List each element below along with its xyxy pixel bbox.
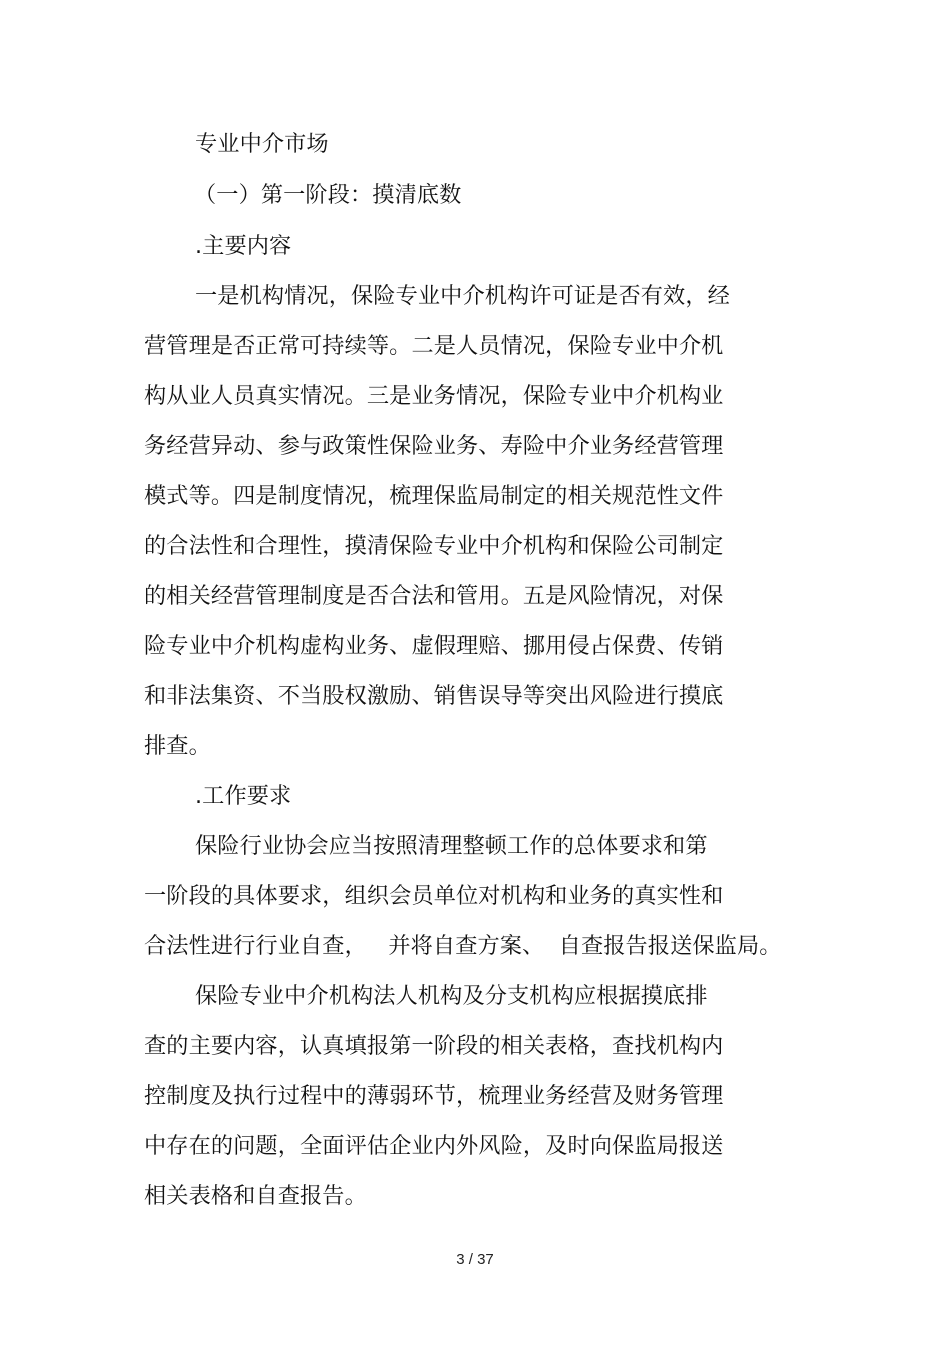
paragraph-line: 一是机构情况，保险专业中介机构许可证是否有效，经 <box>195 283 730 309</box>
paragraph-line: 中存在的问题，全面评估企业内外风险，及时向保监局报送 <box>144 1133 724 1159</box>
paragraph-line: 查的主要内容，认真填报第一阶段的相关表格，查找机构内 <box>144 1033 724 1059</box>
paragraph-line: 保险行业协会应当按照清理整顿工作的总体要求和第 <box>195 833 708 859</box>
paragraph-line: 一阶段的具体要求，组织会员单位对机构和业务的真实性和 <box>144 883 724 909</box>
paragraph-line: 营管理是否正常可持续等。二是人员情况，保险专业中介机 <box>144 333 724 359</box>
paragraph-line: 的相关经营管理制度是否合法和管用。五是风险情况，对保 <box>144 583 724 609</box>
paragraph-line: 保险专业中介机构法人机构及分支机构应根据摸底排 <box>195 983 708 1009</box>
paragraph-line: 构从业人员真实情况。三是业务情况，保险专业中介机构业 <box>144 383 724 409</box>
paragraph-line: 的合法性和合理性，摸清保险专业中介机构和保险公司制定 <box>144 533 724 559</box>
paragraph-line: 务经营异动、参与政策性保险业务、寿险中介业务经营管理 <box>144 433 724 459</box>
heading-work-requirements: .工作要求 <box>195 783 292 809</box>
section-title: 专业中介市场 <box>195 131 329 157</box>
paragraph-line: 控制度及执行过程中的薄弱环节，梳理业务经营及财务管理 <box>144 1083 724 1109</box>
paragraph-line: 险专业中介机构虚构业务、虚假理赔、挪用侵占保费、传销 <box>144 633 724 659</box>
paragraph-line: 模式等。四是制度情况，梳理保监局制定的相关规范性文件 <box>144 483 724 509</box>
heading-main-content: .主要内容 <box>195 233 292 259</box>
subsection-heading: （一）第一阶段：摸清底数 <box>194 182 462 208</box>
paragraph-line: 和非法集资、不当股权激励、销售误导等突出风险进行摸底 <box>144 683 724 709</box>
paragraph-line: 相关表格和自查报告。 <box>144 1183 367 1209</box>
page-number: 3 / 37 <box>456 1251 494 1268</box>
paragraph-line: 排查。 <box>144 733 211 759</box>
paragraph-line: 合法性进行行业自查， 并将自查方案、 自查报告报送保监局。 <box>144 933 782 959</box>
